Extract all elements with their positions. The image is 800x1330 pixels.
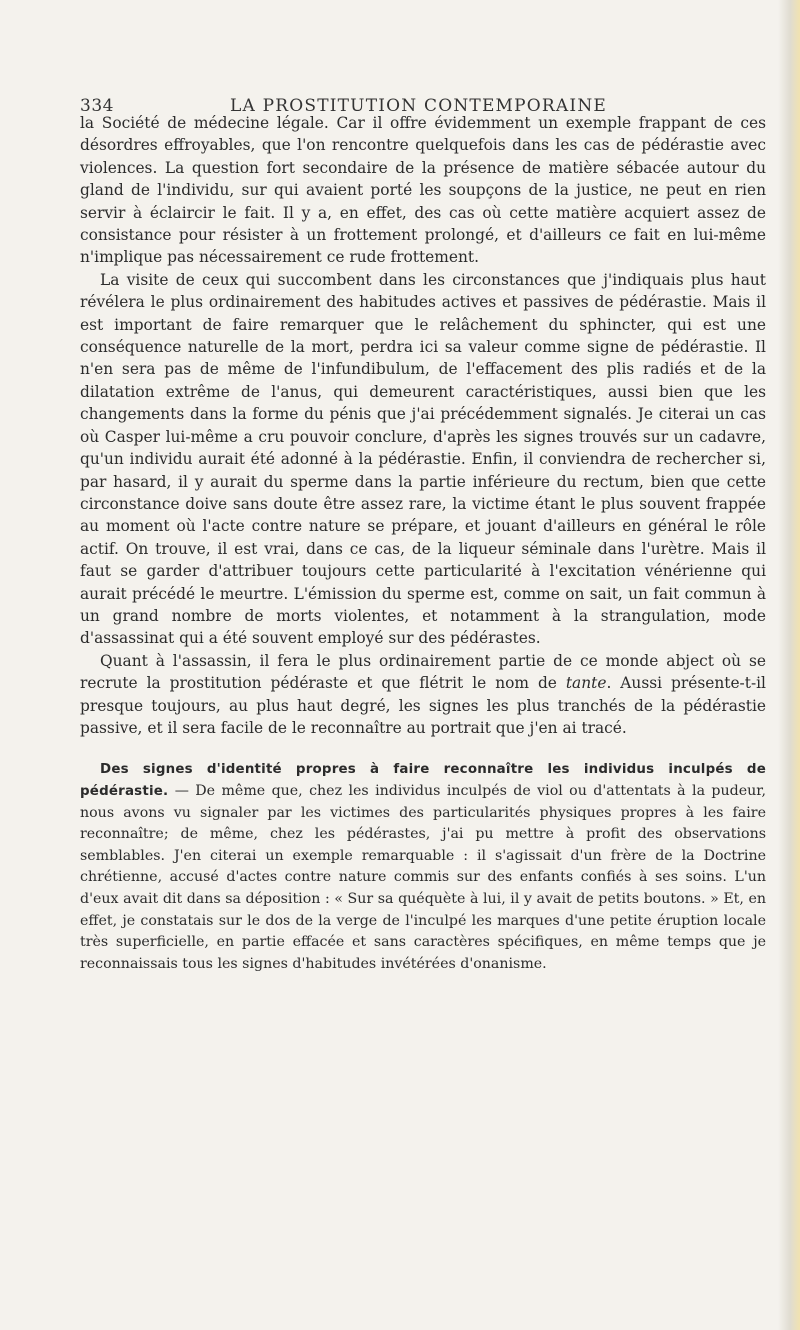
paragraph-2: La visite de ceux qui succombent dans les circonstances que j'indiquais plus haut révélera le plus ordinairement des habitudes actives et passives de pédérastie. Mais il est important de faire remarquer que le relâchement du sphincter, qui est une conséquence naturelle de la mort, perdra ici sa valeur comme signe de pédérastie. Il n'en sera pas de même de l'infundibulum, de l'effacement des plis radiés et de la dilatation extrême de l'anus, qui demeurent caractéristiques, aussi bien que les changements dans la forme du pénis que j'ai précédemment signalés. Je citerai un cas où Casper lui-même a cru pouvoir conclure, d'après les signes trouvés sur un cadavre, qu'un individu aurait été adonné à la pédérastie. Enfin, il conviendra de rechercher si, par hasard, il y aurait du sperme dans la partie inférieure du rectum, bien que cette circonstance doive sans doute être assez rare, la victime étant le plus souvent frappée au moment où l'acte contre nature se prépare, et jouant d'ailleurs en général le rôle actif. On trouve, il est vrai, dans ce cas, de la liqueur séminale dans l'urètre. Mais il faut se garder d'attribuer toujours cette particularité à l'excitation vénérienne qui aurait précédé le meurtre. L'émission du sperme est, comme on sait, un fait commun à un grand nombre de morts violentes, et notamment à la strangulation, mode d'assassinat qui a été souvent employé sur des pédérastes. (80, 270, 766, 648)
paragraph-3 (80, 650, 766, 740)
page-number: 334 (80, 96, 114, 116)
paragraph-3-text-a: Quant à l'assassin, il fera le plus ordinairement partie de ce monde abject où se recrute la prostitution pédéraste et que flétrit le nom de (80, 651, 766, 693)
section-heading: Des signes d'identité propres à faire reconnaître les individus inculpés de pédérastie. (80, 762, 766, 799)
paragraph-1: la Société de médecine légale. Car il offre évidemment un exemple frappant de ces désordres effroyables, que l'on rencontre quelquefois dans les cas de pédérastie avec violences. La question fort secondaire de la présence de matière sébacée autour du gland de l'individu, sur qui avaient porté les soupçons de la justice, ne peut en rien servir à éclaircir le fait. Il y a, en effet, des cas où cette matière acquiert assez de consistance pour résister à un frottement prolongé, et d'ailleurs ce fait en lui-même n'implique pas nécessairement ce rude frottement. (80, 114, 766, 267)
paragraph-3-italic-term: tante (565, 674, 607, 693)
paragraph-3-text-b: . Aussi présente-t-il presque toujours, au plus haut degré, les signes les plus tranchés de la pédérastie passive, et il sera facile de le reconnaître au portrait que j'en ai tracé. (80, 674, 766, 737)
section-spacer (80, 739, 766, 759)
paragraph-4 (80, 759, 766, 975)
page-edge-shadow (778, 0, 800, 1330)
paragraph-4-body: — De même que, chez les individus inculpés de viol ou d'attentats à la pudeur, nous avons vu signaler par les victimes des particularités physiques propres à les faire reconnaître; de même, chez les pédérastes, j'ai pu mettre à profit des observations semblables. J'en citerai un exemple remarquable : il s'agissait d'un frère de la Doctrine chrétienne, accusé d'actes contre nature commis sur des enfants confiés à ses soins. L'un d'eux avait dit dans sa déposition : « Sur sa quéquète à lui, il y avait de petits boutons. » Et, en effet, je constatais sur le dos de la verge de l'inculpé les marques d'une petite éruption locale très superficielle, en partie effacée et sans caractères spécifiques, en même temps que je reconnaissais tous les signes d'habitudes invétérées d'onanisme. (80, 782, 766, 972)
running-title: LA PROSTITUTION CONTEMPORAINE (230, 96, 608, 116)
page-body (80, 112, 766, 975)
